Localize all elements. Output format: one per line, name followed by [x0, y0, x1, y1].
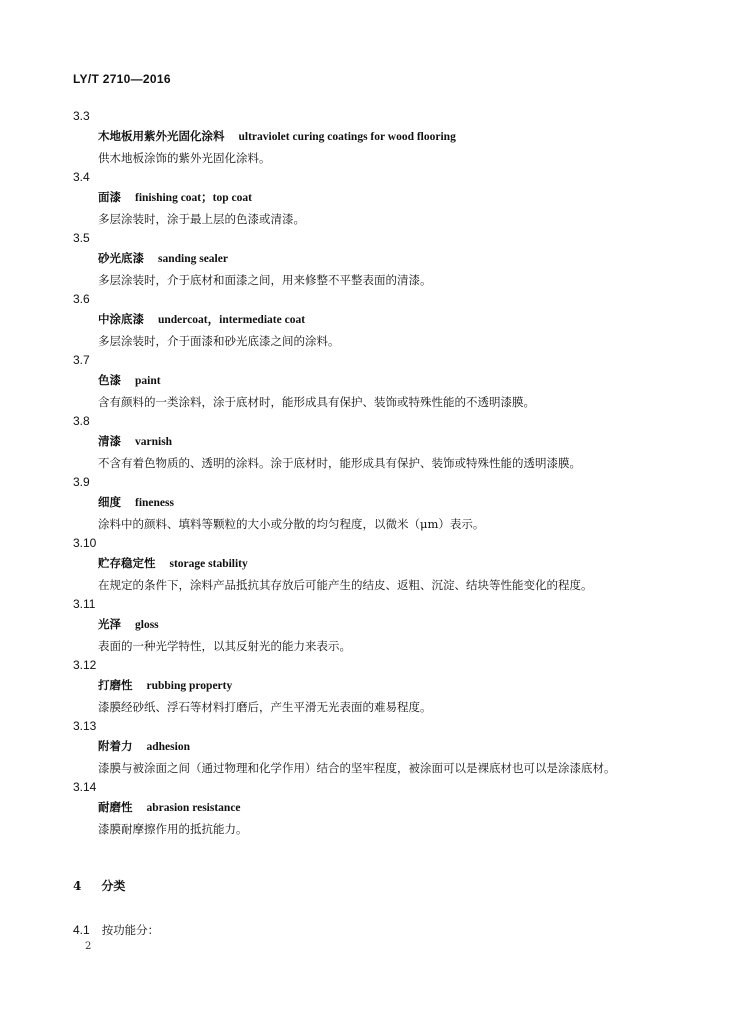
- term-chinese: 木地板用紫外光固化涂料: [98, 129, 225, 143]
- clause-heading: [73, 922, 159, 938]
- term-number: 3.11: [73, 597, 96, 611]
- term-chinese: 贮存稳定性: [98, 556, 156, 570]
- clause-number: 4.1: [73, 923, 90, 937]
- term-definition: 漆膜与被涂面之间（通过物理和化学作用）结合的坚牢程度，被涂面可以是裸底材也可以是涂漆底材。: [98, 761, 616, 775]
- clause-text: 按功能分：: [101, 923, 160, 937]
- term-entry: [0, 168, 734, 229]
- term-english: ultraviolet curing coatings for wood flooring: [238, 131, 456, 143]
- term-english: sanding sealer: [158, 253, 228, 265]
- term-english: storage stability: [169, 558, 248, 570]
- term-definition: 供木地板涂饰的紫外光固化涂料。: [98, 151, 271, 165]
- term-number: 3.13: [73, 719, 97, 733]
- term-definition: 多层涂装时，介于底材和面漆之间，用来修整不平整表面的清漆。: [98, 273, 432, 287]
- term-chinese: 清漆: [98, 434, 121, 448]
- terms-list: [0, 107, 734, 839]
- term-english: fineness: [135, 497, 174, 509]
- term-heading: [0, 310, 734, 329]
- term-english: abrasion resistance: [146, 802, 241, 814]
- term-number: 3.8: [73, 414, 90, 428]
- standard-code: LY/T 2710—2016: [73, 72, 171, 86]
- term-chinese: 附着力: [98, 739, 133, 753]
- term-english: varnish: [135, 436, 173, 448]
- term-number: 3.10: [73, 536, 97, 550]
- term-entry: [0, 778, 734, 839]
- term-entry: [0, 107, 734, 168]
- term-entry: [0, 595, 734, 656]
- term-english: gloss: [135, 619, 159, 631]
- term-definition: 含有颜料的一类涂料，涂于底材时，能形成具有保护、装饰或特殊性能的不透明漆膜。: [98, 395, 535, 409]
- term-heading: [0, 676, 734, 695]
- term-english: adhesion: [146, 741, 190, 753]
- term-english: undercoat，intermediate coat: [158, 314, 306, 326]
- term-chinese: 面漆: [98, 190, 121, 204]
- term-heading: [0, 737, 734, 756]
- term-heading: [0, 432, 734, 451]
- section-number: 4: [73, 879, 82, 893]
- term-heading: [0, 615, 734, 634]
- term-chinese: 耐磨性: [98, 800, 133, 814]
- term-entry: [0, 717, 734, 778]
- term-english: paint: [135, 375, 161, 387]
- term-chinese: 色漆: [98, 373, 121, 387]
- term-entry: [0, 473, 734, 534]
- term-english: rubbing property: [146, 680, 233, 692]
- term-definition: 多层涂装时，介于面漆和砂光底漆之间的涂料。: [98, 334, 340, 348]
- term-chinese: 光泽: [98, 617, 121, 631]
- term-heading: [0, 127, 734, 146]
- term-chinese: 细度: [98, 495, 121, 509]
- term-definition: 漆膜经砂纸、浮石等材料打磨后，产生平滑无光表面的难易程度。: [98, 700, 432, 714]
- term-heading: [0, 249, 734, 268]
- section-heading: [73, 877, 125, 894]
- term-number: 3.6: [73, 292, 90, 306]
- term-number: 3.3: [73, 109, 90, 123]
- term-entry: [0, 290, 734, 351]
- term-number: 3.12: [73, 658, 97, 672]
- term-number: 3.14: [73, 780, 97, 794]
- term-definition: 不含有着色物质的、透明的涂料。涂于底材时，能形成具有保护、装饰或特殊性能的透明漆膜。: [98, 456, 581, 470]
- term-english: finishing coat；top coat: [135, 192, 252, 204]
- term-number: 3.4: [73, 170, 90, 184]
- term-entry: [0, 656, 734, 717]
- term-number: 3.9: [73, 475, 90, 489]
- section-title: 分类: [101, 879, 126, 893]
- term-entry: [0, 351, 734, 412]
- term-heading: [0, 798, 734, 817]
- term-definition: 表面的一种光学特性，以其反射光的能力来表示。: [98, 639, 351, 653]
- term-heading: [0, 493, 734, 512]
- term-chinese: 砂光底漆: [98, 251, 144, 265]
- term-heading: [0, 188, 734, 207]
- term-entry: [0, 229, 734, 290]
- page-number: 2: [85, 941, 92, 952]
- term-definition: 多层涂装时，涂于最上层的色漆或清漆。: [98, 212, 305, 226]
- term-chinese: 中涂底漆: [98, 312, 144, 326]
- term-definition: 在规定的条件下，涂料产品抵抗其存放后可能产生的结皮、返粗、沉淀、结块等性能变化的程度。: [98, 578, 593, 592]
- term-entry: [0, 412, 734, 473]
- term-entry: [0, 534, 734, 595]
- term-definition: 漆膜耐摩擦作用的抵抗能力。: [98, 822, 248, 836]
- term-number: 3.7: [73, 353, 90, 367]
- term-number: 3.5: [73, 231, 90, 245]
- term-definition: 涂料中的颜料、填料等颗粒的大小或分散的均匀程度，以微米（μm）表示。: [98, 517, 485, 531]
- term-heading: [0, 371, 734, 390]
- term-chinese: 打磨性: [98, 678, 133, 692]
- term-heading: [0, 554, 734, 573]
